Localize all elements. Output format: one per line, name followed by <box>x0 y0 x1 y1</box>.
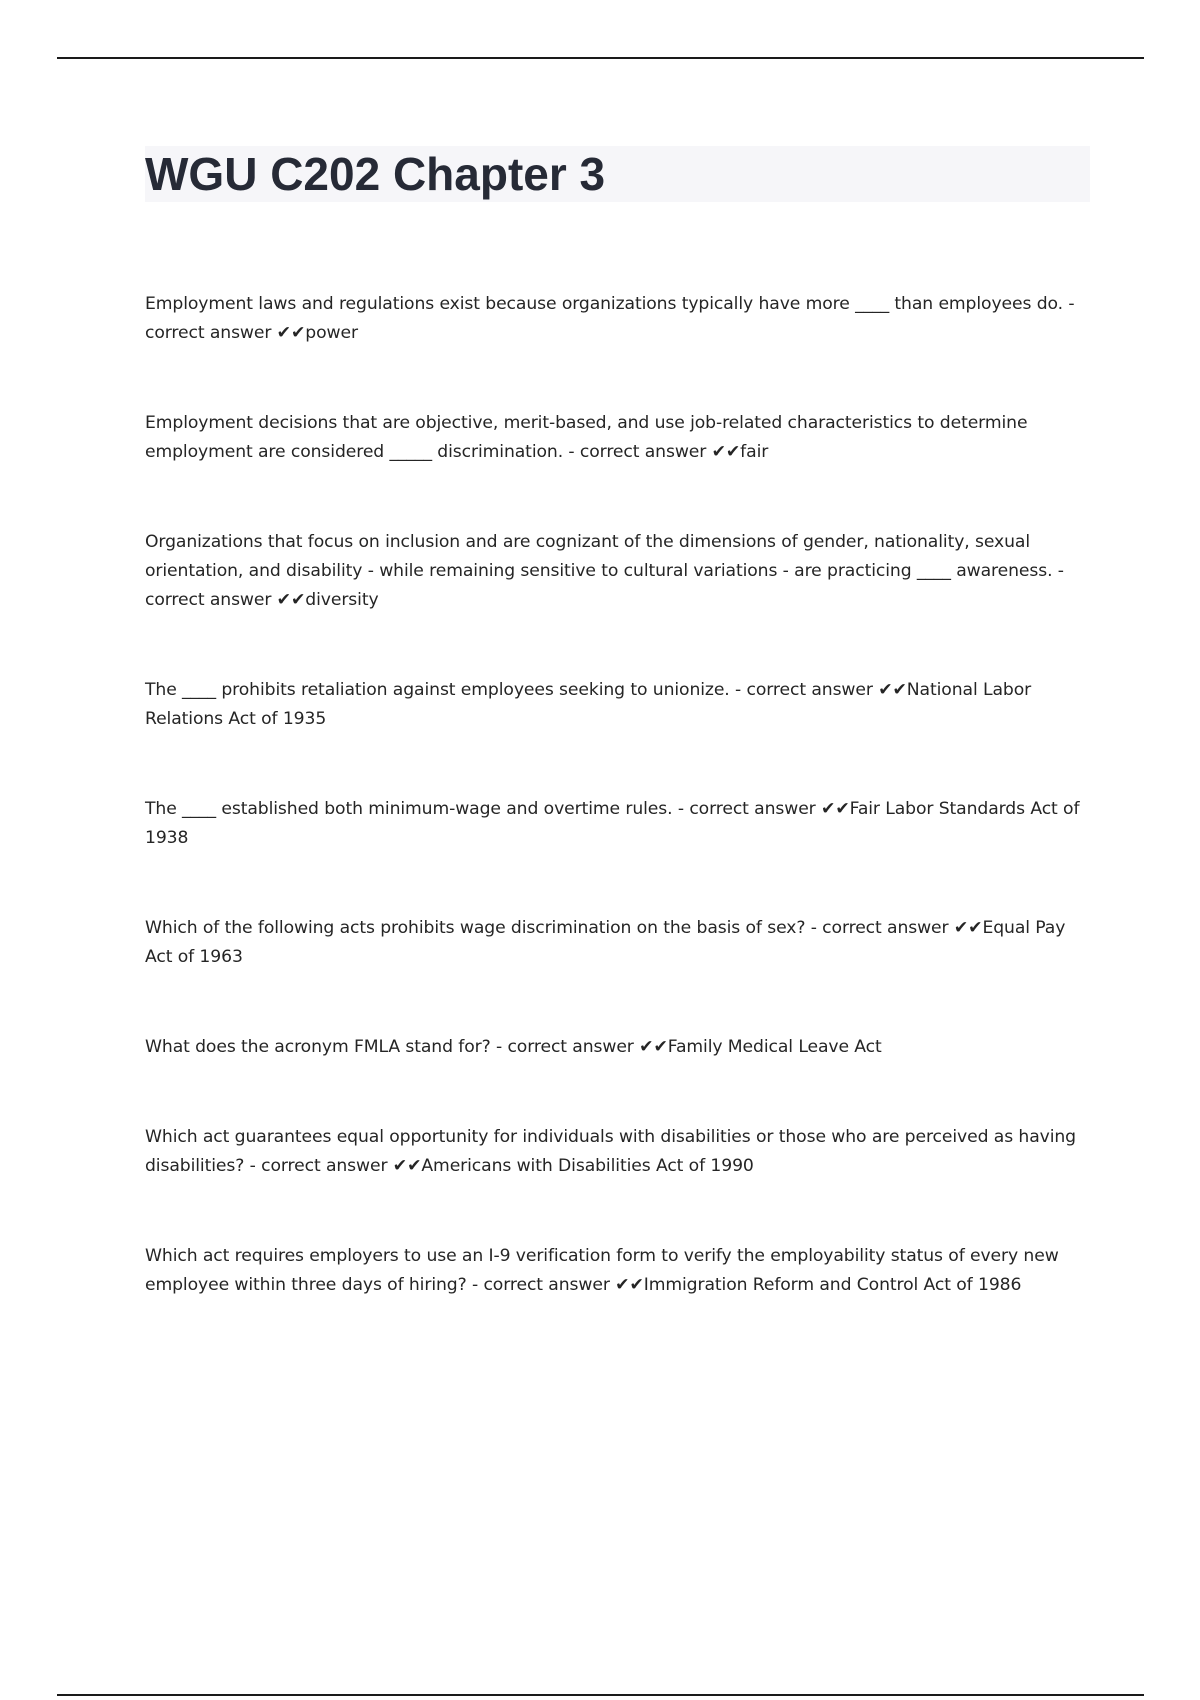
question-item: Which act guarantees equal opportunity for individuals with disabilities or those who are perceived as having disabilities? - correct answer ✔✔Americans with Disabilities Act of 1990 <box>145 1127 1076 1176</box>
question-item: The ____ prohibits retaliation against employees seeking to unionize. - correct answer ✔✔National Labor Relations Act of 1935 <box>145 680 1032 729</box>
question-list <box>145 290 1090 1361</box>
top-divider <box>57 57 1144 59</box>
page-title: WGU C202 Chapter 3 <box>145 148 606 200</box>
question-item: Employment laws and regulations exist because organizations typically have more ____ than employees do. - correct answer ✔✔power <box>145 294 1075 343</box>
question-item: Which of the following acts prohibits wage discrimination on the basis of sex? - correct answer ✔✔Equal Pay Act of 1963 <box>145 918 1066 967</box>
question-item: Organizations that focus on inclusion and are cognizant of the dimensions of gender, nationality, sexual orientation, and disability - while remaining sensitive to cultural variations - are practicing ____ awareness. - correct answer ✔✔diversity <box>145 532 1064 610</box>
question-item: The ____ established both minimum-wage and overtime rules. - correct answer ✔✔Fair Labor Standards Act of 1938 <box>145 799 1080 848</box>
question-item: Which act requires employers to use an I-9 verification form to verify the employability status of every new employee within three days of hiring? - correct answer ✔✔Immigration Reform and Control Act of 1986 <box>145 1246 1059 1295</box>
question-item: What does the acronym FMLA stand for? - correct answer ✔✔Family Medical Leave Act <box>145 1037 882 1057</box>
question-item: Employment decisions that are objective, merit-based, and use job-related characteristics to determine employment are considered _____ discrimination. - correct answer ✔✔fair <box>145 413 1028 462</box>
bottom-divider <box>57 1694 1144 1696</box>
